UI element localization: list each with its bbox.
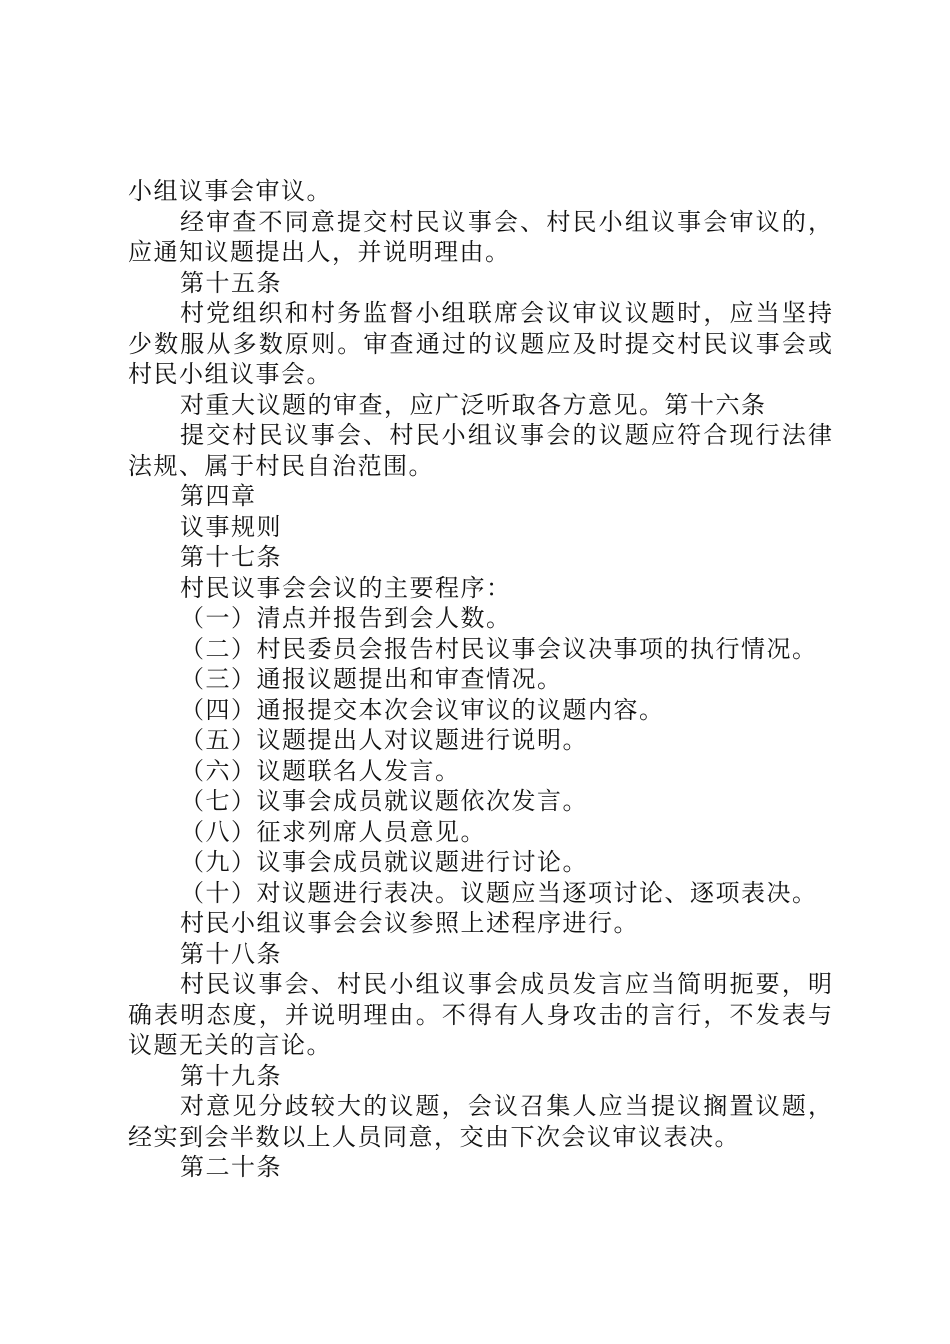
text-line: 第二十条 bbox=[180, 1153, 282, 1181]
document-body bbox=[128, 176, 832, 1183]
text-line: （十）对议题进行表决。议题应当逐项讨论、逐项表决。 bbox=[180, 878, 818, 907]
text-line: 村民议事会、村民小组议事会成员发言应当简明扼要，明 bbox=[180, 970, 832, 998]
text-line: （六）议题联名人发言。 bbox=[180, 756, 461, 785]
text-line: 小组议事会审议。 bbox=[128, 177, 332, 205]
text-line: （三）通报议题提出和审查情况。 bbox=[180, 665, 563, 693]
text-line: 经实到会半数以上人员同意，交由下次会议审议表决。 bbox=[128, 1122, 740, 1151]
text-line: （二）村民委员会报告村民议事会议决事项的执行情况。 bbox=[180, 634, 818, 663]
text-line: 少数服从多数原则。审查通过的议题应及时提交村民议事会或 bbox=[128, 329, 832, 358]
text-line: 村民小组议事会。 bbox=[128, 360, 332, 388]
text-line: （七）议事会成员就议题依次发言。 bbox=[180, 787, 588, 815]
text-line: 村党组织和村务监督小组联席会议审议议题时，应当坚持 bbox=[180, 299, 832, 327]
text-line: 村民小组议事会会议参照上述程序进行。 bbox=[180, 909, 639, 937]
text-line: 应通知议题提出人，并说明理由。 bbox=[128, 238, 511, 266]
text-line: 对重大议题的审查，应广泛听取各方意见。第十六条 bbox=[180, 390, 767, 419]
text-line: （五）议题提出人对议题进行说明。 bbox=[180, 726, 588, 754]
text-line: （八）征求列席人员意见。 bbox=[180, 817, 486, 846]
text-line: 第十八条 bbox=[180, 939, 282, 968]
text-line: 第十七条 bbox=[180, 543, 282, 571]
text-line: 提交村民议事会、村民小组议事会的议题应符合现行法律 bbox=[180, 421, 832, 449]
text-line: 经审查不同意提交村民议事会、村民小组议事会审议的， bbox=[180, 207, 832, 236]
text-line: （九）议事会成员就议题进行讨论。 bbox=[180, 848, 588, 876]
text-line: 第十五条 bbox=[180, 268, 282, 297]
text-line: 议事规则 bbox=[180, 512, 282, 541]
text-line: 村民议事会会议的主要程序： bbox=[180, 573, 512, 602]
text-line: （一）清点并报告到会人数。 bbox=[180, 604, 512, 632]
text-line: （四）通报提交本次会议审议的议题内容。 bbox=[180, 695, 665, 724]
text-line: 第十九条 bbox=[180, 1061, 282, 1090]
text-line: 法规、属于村民自治范围。 bbox=[128, 451, 434, 480]
text-line: 第四章 bbox=[180, 482, 257, 510]
text-line: 议题无关的言论。 bbox=[128, 1031, 332, 1059]
text-line: 对意见分歧较大的议题，会议召集人应当提议搁置议题， bbox=[180, 1092, 832, 1120]
text-line: 确表明态度，并说明理由。不得有人身攻击的言行，不发表与 bbox=[128, 1000, 832, 1029]
